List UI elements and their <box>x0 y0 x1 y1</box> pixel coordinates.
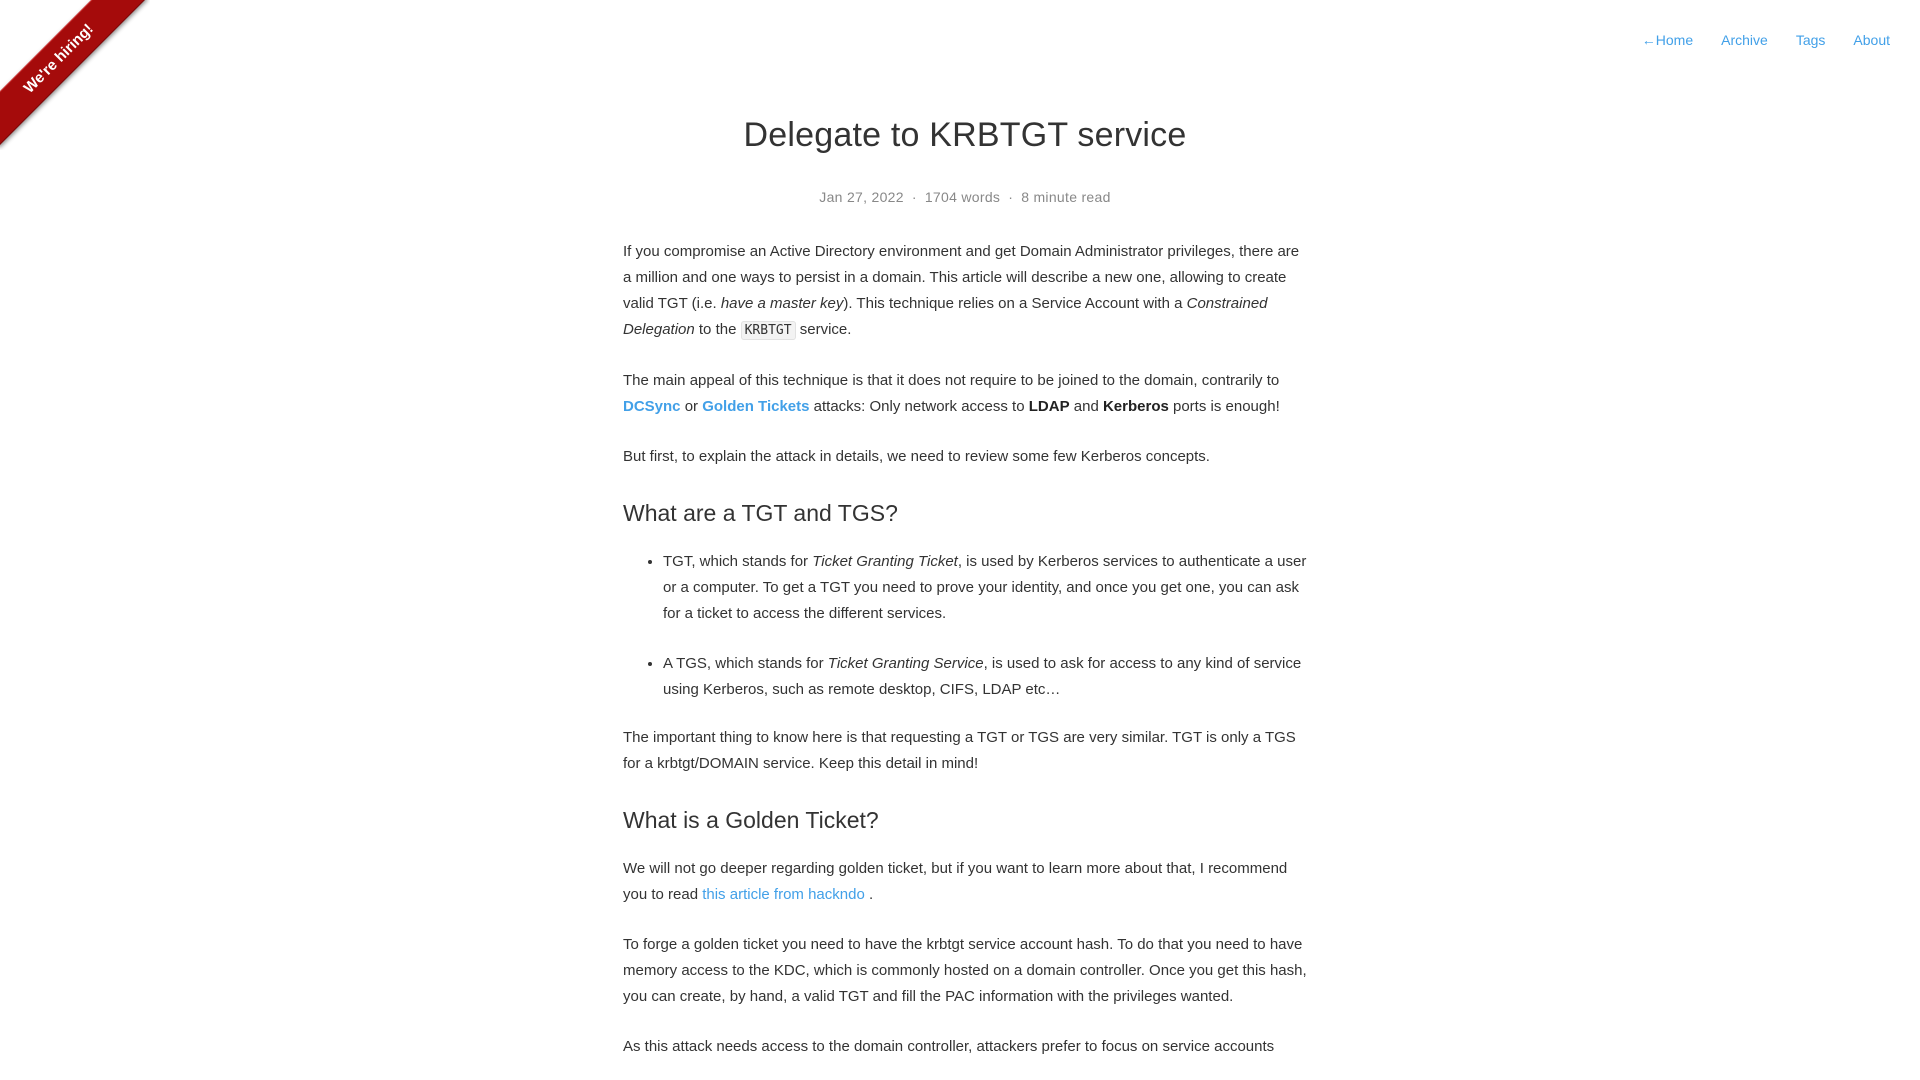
post-meta <box>623 189 1307 205</box>
text: . <box>864 886 874 903</box>
hackndo-article-link[interactable]: this article from hackndo <box>702 886 865 903</box>
paragraph-forge: To forge a golden ticket you need to have the krbtgt service account hash. To do that you need to have memory access to the KDC, which is commonly hosted on a domain controller. Once you get this hash, you can create, by hand, a valid TGT and fill the PAC information with the privileges wanted. <box>623 936 1307 1005</box>
dcsync-link[interactable]: DCSync <box>623 398 681 415</box>
top-nav <box>1614 32 1890 48</box>
list-item <box>663 549 1307 627</box>
paragraph-attackers: As this attack needs access to the domain controller, attackers prefer to focus on service accounts <box>623 1038 1275 1055</box>
text: If you compromise an Active Directory environment and get Domain Administrator privileges, there are a million and one ways to persist in a domain. This article will describe a new one, allowing to create valid TGT (i.e. <box>623 243 1300 312</box>
text: and <box>1069 398 1103 415</box>
text: The main appeal of this technique is that it does not require to be joined to the domain, contrarily to <box>623 372 1280 389</box>
post-title: Delegate to KRBTGT service <box>743 116 1187 154</box>
bold-text: LDAP <box>1028 398 1070 415</box>
post-word-count: 1704 words <box>924 189 1001 205</box>
nav-tags-link[interactable]: Tags <box>1795 32 1826 48</box>
hiring-ribbon[interactable] <box>0 0 147 147</box>
text: to the <box>694 321 741 338</box>
text: A TGS, which stands for <box>663 655 828 672</box>
paragraph-golden-intro <box>623 856 1307 908</box>
nav-home-link[interactable]: ←Home <box>1641 32 1694 48</box>
article <box>623 0 1307 1080</box>
emphasis: Constrained Delegation <box>623 295 1268 338</box>
golden-tickets-link[interactable]: Golden Tickets <box>702 398 810 415</box>
post-read-time: 8 minute read <box>1021 189 1111 205</box>
bold-text: Kerberos <box>1102 398 1169 415</box>
meta-separator: · <box>911 189 917 205</box>
post-body <box>623 239 1307 1060</box>
text: attacks: Only network access to <box>809 398 1029 415</box>
meta-separator: · <box>1008 189 1014 205</box>
concepts-list <box>623 549 1307 703</box>
text: service. <box>795 321 852 338</box>
paragraph-intro <box>623 239 1307 344</box>
text: , is used to ask for access to any kind of service using Kerberos, such as remote desktop, CIFS, LDAP etc… <box>663 655 1302 698</box>
text: We will not go deeper regarding golden ticket, but if you want to learn more about that, I recommend you to read <box>623 860 1288 903</box>
paragraph-concepts: But first, to explain the attack in details, we need to review some few Kerberos concepts. <box>623 448 1210 465</box>
text: or <box>680 398 703 415</box>
text: ). This technique relies on a Service Account with a <box>843 295 1187 312</box>
emphasis: Ticket Granting Ticket <box>812 553 958 570</box>
text: , is used by Kerberos services to authenticate a user or a computer. To get a TGT you need to prove your identity, and once you get one, you can ask for a ticket to access the different services. <box>663 553 1307 622</box>
text: TGT, which stands for <box>663 553 813 570</box>
list-item <box>663 651 1307 703</box>
emphasis: Ticket Granting Service <box>827 655 984 672</box>
nav-archive-link[interactable]: Archive <box>1721 32 1768 48</box>
nav-about-link[interactable]: About <box>1853 32 1890 48</box>
inline-code: KRBTGT <box>741 321 796 340</box>
hiring-ribbon-label: We're hiring! <box>20 20 97 97</box>
heading-golden-ticket: What is a Golden Ticket? <box>623 807 879 833</box>
text: ports is enough! <box>1168 398 1280 415</box>
emphasis: have a master key <box>720 295 844 312</box>
post-date: Jan 27, 2022 <box>819 189 904 205</box>
paragraph-tgt-similarity: The important thing to know here is that requesting a TGT or TGS are very similar. TGT is only a TGS for a krbtgt/DOMAIN service. Keep this detail in mind! <box>623 729 1296 772</box>
hiring-ribbon-container <box>0 0 150 150</box>
paragraph-appeal <box>623 368 1307 420</box>
heading-tgt-tgs: What are a TGT and TGS? <box>623 500 898 526</box>
